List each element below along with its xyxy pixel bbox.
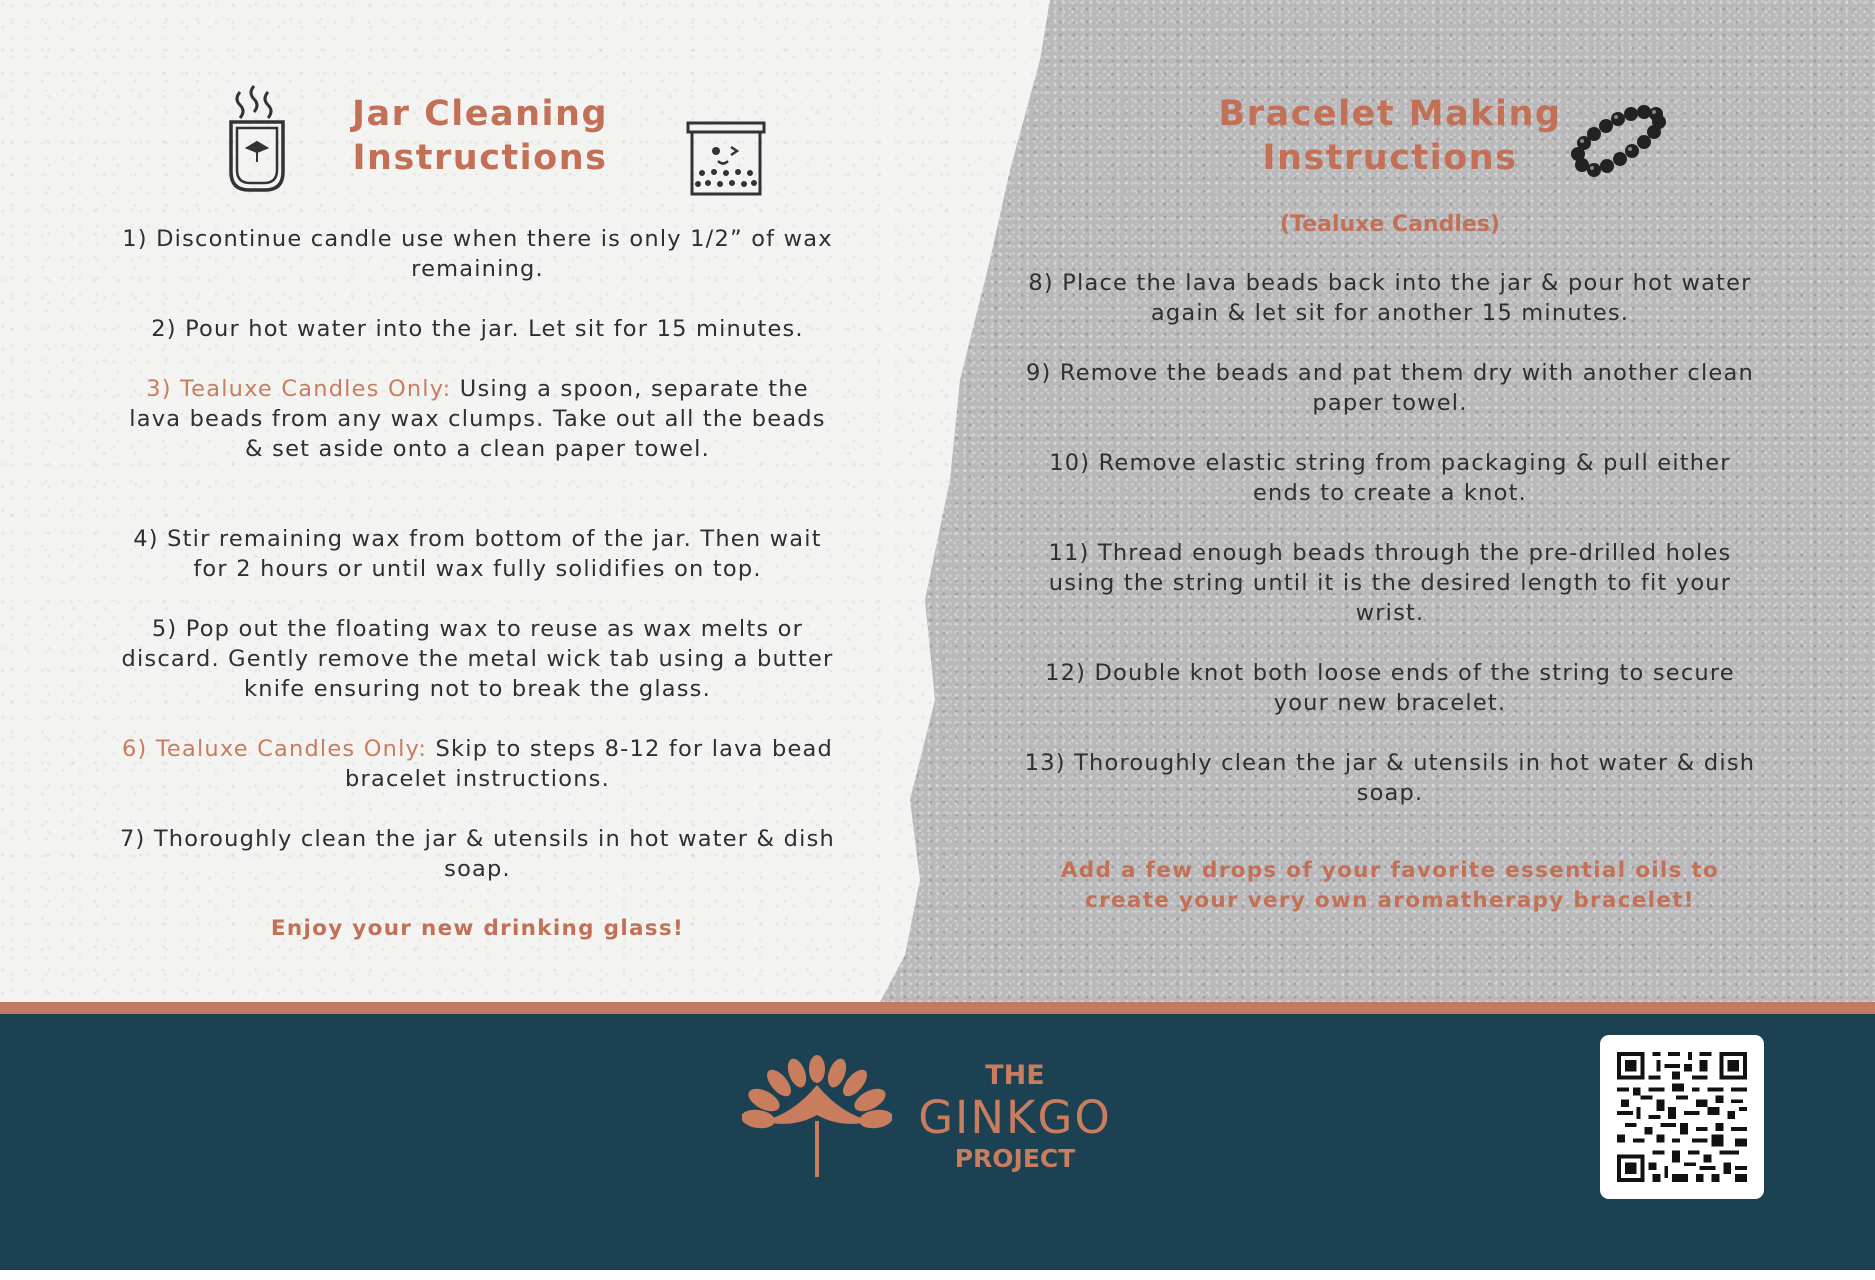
footer-stripe [0,1002,1875,1014]
step-10: 10) Remove elastic string from packaging & pull either ends to create a knot. [1049,450,1731,506]
step-9: 9) Remove the beads and pat them dry with another clean paper towel. [1026,360,1754,416]
jar-cleaning-steps [120,224,835,944]
brand-ginkgo: GINKGO [918,1091,1112,1144]
step-3 [120,374,835,464]
brand-logo-text [895,1060,1135,1174]
step-5-text: 5) Pop out the floating wax to reuse as wax melts or discard. Gently remove the metal wick tab using a butter knife ensuring not to break the glass. [121,616,834,702]
bead-jar-icon [686,121,766,197]
qr-code-box[interactable] [1600,1035,1764,1199]
step-2-text: 2) Pour hot water into the jar. Let sit for 15 minutes. [151,316,804,342]
bottom-edge [0,1270,1875,1280]
jar-closing-note: Enjoy your new drinking glass! [270,916,685,941]
brand-the: THE [985,1060,1045,1091]
step-3-label: 3) Tealuxe Candles Only: [146,376,452,402]
step-2 [120,314,835,344]
step-8: 8) Place the lava beads back into the jar & pour hot water again & let sit for another 15 minutes. [1028,270,1752,326]
step-13: 13) Thoroughly clean the jar & utensils in hot water & dish soap. [1024,750,1756,806]
step-5 [120,614,835,704]
qr-code-icon[interactable] [1616,1052,1748,1182]
step-3-text: Using a spoon, separate the lava beads from any wax clumps. Take out all the beads & set aside onto a clean paper towel. [129,376,826,462]
step-11: 11) Thread enough beads through the pre-drilled holes using the string until it is the desired length to fit your wrist. [1048,540,1732,626]
step-4 [120,524,835,584]
bracelet-closing-note: Add a few drops of your favorite essential oils to create your very own aromatherapy bracelet! [1060,858,1720,913]
step-6-text: Skip to steps 8-12 for lava bead bracelet instructions. [345,736,834,792]
bracelet-steps [1020,268,1760,916]
brand-project: PROJECT [954,1144,1076,1173]
candle-jar-icon [226,84,288,194]
step-4-text: 4) Stir remaining wax from bottom of the jar. Then wait for 2 hours or until wax fully solidifies on top. [133,526,822,582]
jar-cleaning-title: Jar Cleaning Instructions [351,94,608,178]
step-7 [120,824,835,884]
step-1 [120,224,835,284]
step-1-text: 1) Discontinue candle use when there is only 1/2” of wax remaining. [122,226,833,282]
step-7-text: 7) Thoroughly clean the jar & utensils in hot water & dish soap. [120,826,835,882]
step-6 [120,734,835,794]
ginkgo-leaf-icon [742,1055,892,1181]
bracelet-making-title: Bracelet Making Instructions [1218,94,1562,178]
bracelet-subtitle: (Tealuxe Candles) [1280,212,1500,237]
step-6-label: 6) Tealuxe Candles Only: [121,736,428,762]
step-12: 12) Double knot both loose ends of the string to secure your new bracelet. [1045,660,1735,716]
